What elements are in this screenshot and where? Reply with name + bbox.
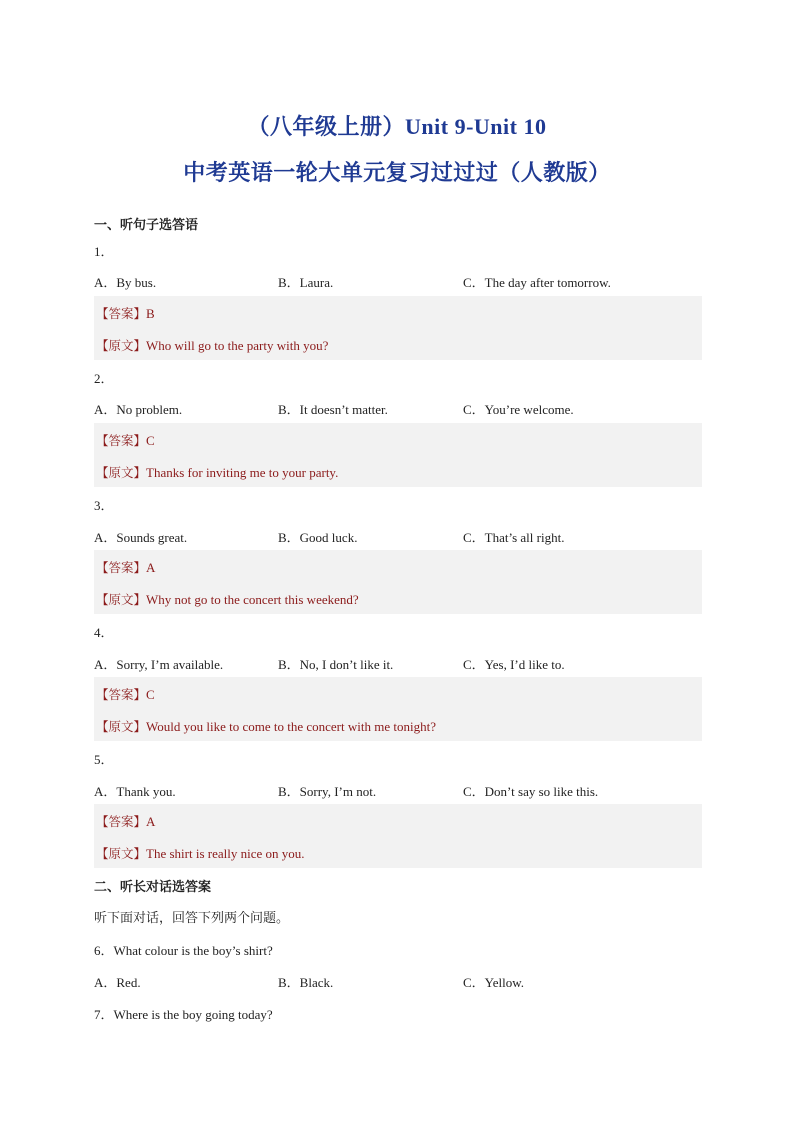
option-c: C．The day after tomorrow. bbox=[463, 275, 611, 290]
section-2-heading: 二、听长对话选答案 bbox=[94, 880, 212, 895]
options-row bbox=[94, 399, 702, 419]
answer-value: A bbox=[146, 560, 156, 575]
question-7-text: 7．Where is the boy going today? bbox=[94, 1007, 273, 1022]
answer-tag: 【答案】 bbox=[96, 560, 147, 575]
section-2-instruction: 听下面对话，回答下列两个问题。 bbox=[94, 911, 290, 926]
options-row bbox=[94, 272, 702, 292]
script-line bbox=[96, 717, 436, 735]
script-text: The shirt is really nice on you. bbox=[146, 846, 305, 861]
answer-line bbox=[96, 812, 155, 830]
question-6-text: 6．What colour is the boy’s shirt? bbox=[94, 943, 273, 958]
answer-value: C bbox=[146, 433, 155, 448]
option-b: B．Laura. bbox=[278, 275, 334, 290]
option-a: A．Sounds great. bbox=[94, 530, 188, 545]
option-c: C．That’s all right. bbox=[463, 530, 565, 545]
option-a: A．Red. bbox=[94, 975, 141, 990]
option-c: C．You’re welcome. bbox=[463, 402, 574, 417]
answer-line bbox=[96, 685, 155, 703]
answer-tag: 【答案】 bbox=[96, 814, 147, 829]
question-number: 3． bbox=[94, 498, 114, 513]
answer-box bbox=[94, 677, 702, 741]
script-line bbox=[96, 463, 338, 481]
answer-box bbox=[94, 550, 702, 614]
option-b: B．Sorry, I’m not. bbox=[278, 784, 377, 799]
script-text: Would you like to come to the concert with me tonight? bbox=[146, 719, 436, 734]
options-row bbox=[94, 972, 702, 992]
script-text: Why not go to the concert this weekend? bbox=[146, 592, 359, 607]
option-a: A．Thank you. bbox=[94, 784, 176, 799]
script-line bbox=[96, 844, 305, 862]
option-c: C．Yellow. bbox=[463, 975, 525, 990]
answer-value: B bbox=[146, 306, 155, 321]
answer-tag: 【答案】 bbox=[96, 306, 147, 321]
option-b: B．No, I don’t like it. bbox=[278, 657, 394, 672]
option-b: B．Black. bbox=[278, 975, 334, 990]
script-tag: 【原文】 bbox=[96, 592, 147, 607]
answer-line bbox=[96, 558, 155, 576]
answer-box bbox=[94, 423, 702, 487]
answer-line bbox=[96, 431, 155, 449]
option-a: A．No problem. bbox=[94, 402, 183, 417]
script-tag: 【原文】 bbox=[96, 465, 147, 480]
option-b: B．Good luck. bbox=[278, 530, 358, 545]
answer-value: C bbox=[146, 687, 155, 702]
title-line-1: （八年级上册）Unit 9-Unit 10 bbox=[247, 114, 547, 139]
option-c: C．Don’t say so like this. bbox=[463, 784, 599, 799]
options-row bbox=[94, 781, 702, 801]
answer-tag: 【答案】 bbox=[96, 687, 147, 702]
question-number: 1． bbox=[94, 244, 114, 259]
answer-tag: 【答案】 bbox=[96, 433, 147, 448]
question-number: 2． bbox=[94, 371, 114, 386]
option-c: C．Yes, I’d like to. bbox=[463, 657, 565, 672]
section-1-heading: 一、听句子选答语 bbox=[94, 218, 199, 233]
script-tag: 【原文】 bbox=[96, 846, 147, 861]
question-number: 4． bbox=[94, 625, 114, 640]
title-line-2: 中考英语一轮大单元复习过过过（人教版） bbox=[183, 160, 611, 185]
answer-value: A bbox=[146, 814, 156, 829]
answer-line bbox=[96, 304, 155, 322]
script-line bbox=[96, 590, 359, 608]
script-line bbox=[96, 336, 328, 354]
option-a: A．By bus. bbox=[94, 275, 157, 290]
script-tag: 【原文】 bbox=[96, 719, 147, 734]
script-text: Thanks for inviting me to your party. bbox=[146, 465, 339, 480]
question-number: 5． bbox=[94, 752, 114, 767]
script-tag: 【原文】 bbox=[96, 338, 147, 353]
script-text: Who will go to the party with you? bbox=[146, 338, 329, 353]
option-a: A．Sorry, I’m available. bbox=[94, 657, 224, 672]
answer-box bbox=[94, 296, 702, 360]
answer-box bbox=[94, 804, 702, 868]
options-row bbox=[94, 527, 702, 547]
options-row bbox=[94, 654, 702, 674]
option-b: B．It doesn’t matter. bbox=[278, 402, 388, 417]
